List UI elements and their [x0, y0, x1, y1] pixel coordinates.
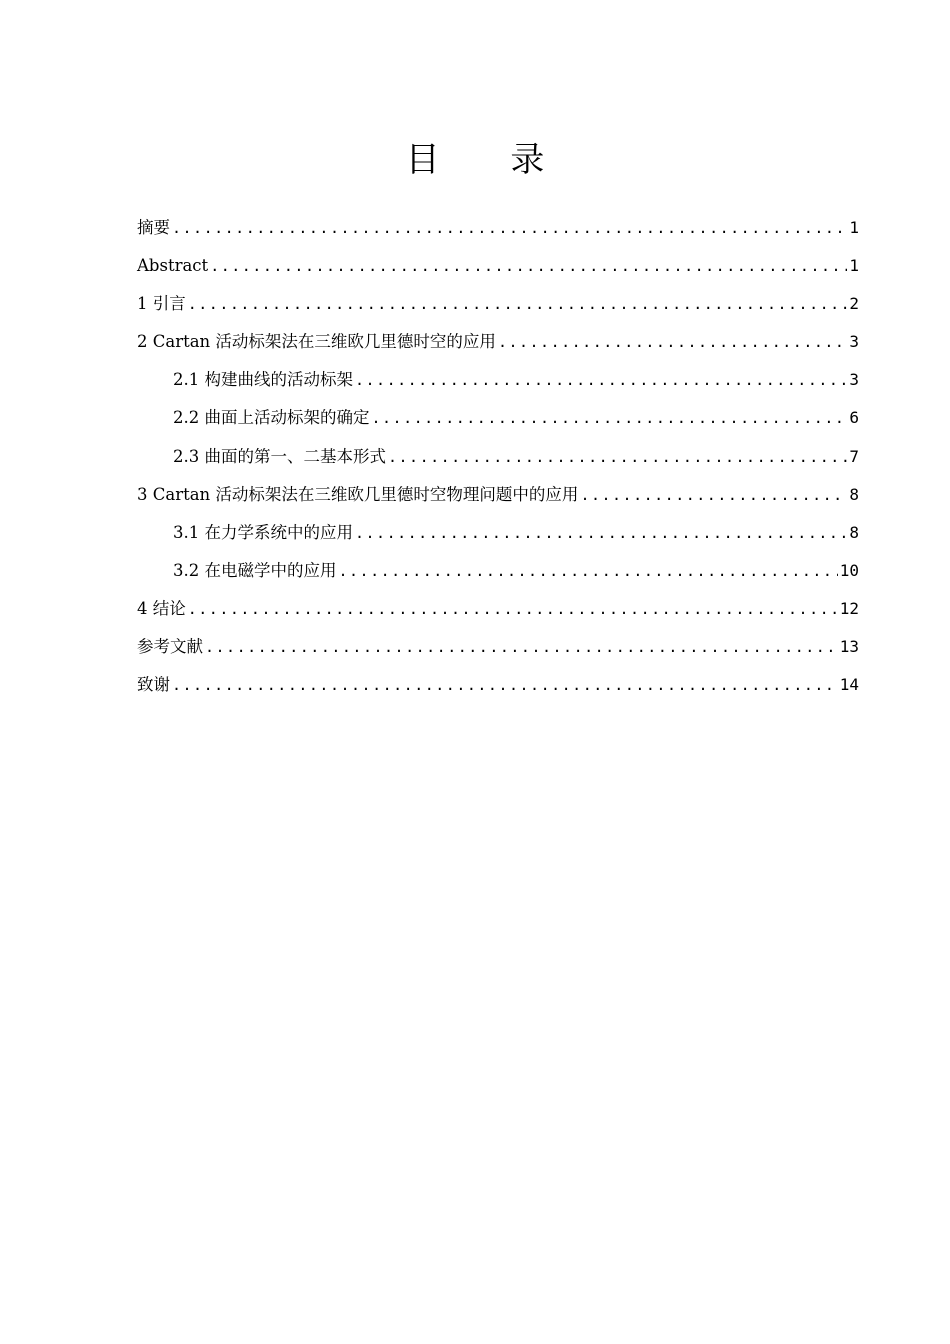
toc-dot-leader	[210, 247, 847, 285]
toc-entry-label: 2 Cartan 活动标架法在三维欧几里德时空的应用	[137, 332, 496, 352]
toc-dot-leader	[372, 399, 848, 437]
toc-entry-label: 2.2 曲面上活动标架的确定	[173, 408, 370, 428]
toc-subentry[interactable]	[137, 361, 859, 399]
toc-subentry[interactable]	[137, 438, 859, 476]
toc-entry[interactable]	[137, 590, 859, 628]
toc-entry-label: 2.3 曲面的第一、二基本形式	[173, 446, 386, 466]
toc-entry-page: 8	[849, 484, 859, 504]
toc-entry[interactable]	[137, 209, 859, 247]
toc-entry-label: 参考文献	[137, 637, 203, 657]
toc-entry-label: Abstract	[137, 256, 209, 276]
toc-entry-page: 10	[839, 560, 859, 580]
table-of-contents	[137, 209, 859, 704]
toc-entry-page: 13	[839, 637, 859, 657]
toc-entry-page: 2	[849, 294, 859, 314]
toc-entry-page: 7	[849, 446, 859, 466]
toc-entry-label: 3.1 在力学系统中的应用	[173, 522, 353, 542]
toc-entry-label: 1 引言	[137, 294, 186, 314]
page-title: 目 录	[405, 140, 575, 180]
toc-entry-page: 12	[839, 598, 859, 618]
toc-dot-leader	[388, 438, 847, 476]
toc-dot-leader	[355, 514, 847, 552]
toc-entry[interactable]	[137, 285, 859, 323]
toc-entry-label: 2.1 构建曲线的活动标架	[173, 370, 353, 390]
toc-dot-leader	[188, 285, 848, 323]
toc-entry-page: 3	[849, 332, 859, 352]
toc-subentry[interactable]	[137, 514, 859, 552]
toc-entry-page: 1	[849, 218, 859, 237]
toc-entry[interactable]	[137, 666, 859, 704]
toc-dot-leader	[172, 666, 838, 704]
toc-dot-leader	[339, 552, 838, 590]
toc-entry-page: 14	[839, 675, 859, 695]
toc-entry[interactable]	[137, 323, 859, 361]
toc-subentry[interactable]	[137, 399, 859, 437]
toc-entry-page: 1	[849, 256, 859, 276]
toc-subentry[interactable]	[137, 552, 859, 590]
toc-entry-page: 8	[849, 522, 859, 542]
toc-entry-label: 致谢	[137, 675, 170, 695]
toc-entry[interactable]	[137, 628, 859, 666]
toc-entry-page: 6	[849, 408, 859, 428]
toc-entry[interactable]	[137, 476, 859, 514]
toc-dot-leader	[188, 590, 838, 628]
toc-entry-label: 摘要	[137, 218, 170, 237]
toc-entry-label: 3.2 在电磁学中的应用	[173, 560, 337, 580]
toc-dot-leader	[580, 476, 847, 514]
toc-dot-leader	[205, 628, 838, 666]
toc-entry-label: 3 Cartan 活动标架法在三维欧几里德时空物理问题中的应用	[137, 484, 579, 504]
toc-dot-leader	[498, 323, 847, 361]
toc-entry-label: 4 结论	[137, 598, 186, 618]
toc-entry-page: 3	[849, 370, 859, 390]
toc-dot-leader	[355, 361, 847, 399]
toc-entry[interactable]	[137, 247, 859, 285]
toc-dot-leader	[172, 209, 847, 247]
